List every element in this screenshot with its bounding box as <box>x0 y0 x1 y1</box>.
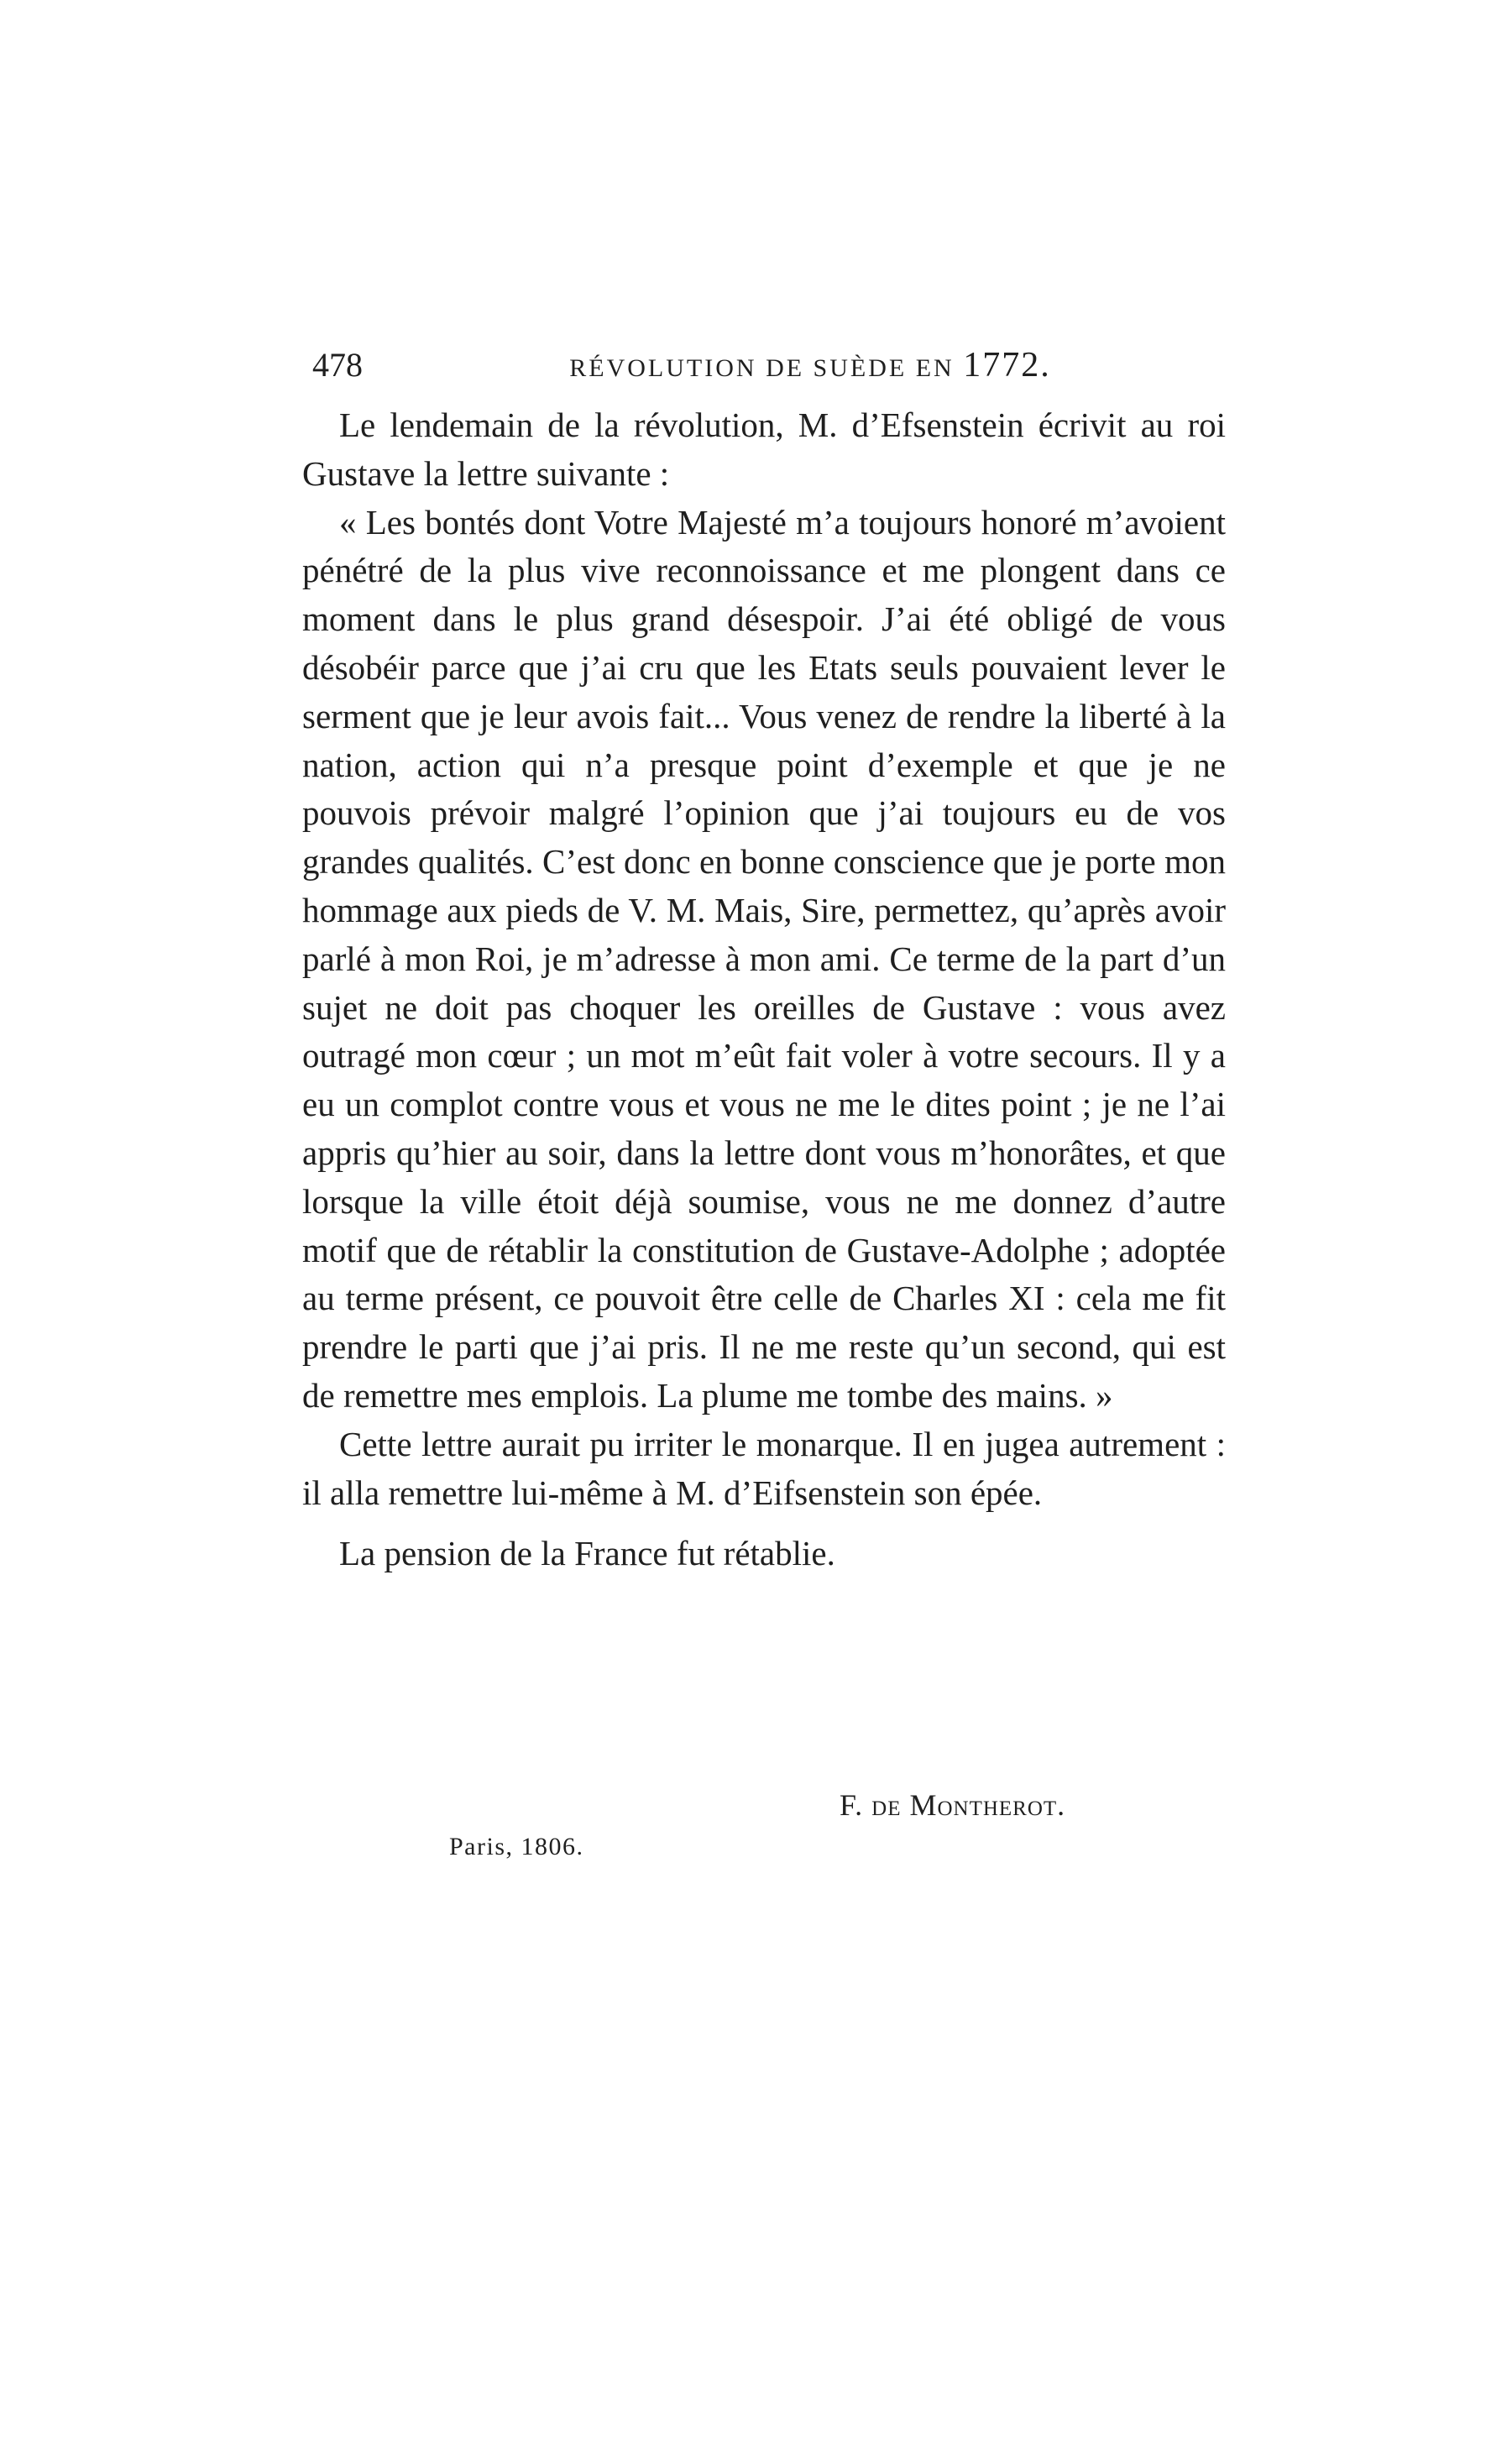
author-signature <box>840 1784 1065 1826</box>
signature-surname: Montherot. <box>909 1788 1066 1822</box>
running-head-title: RÉVOLUTION DE SUÈDE EN <box>569 354 955 382</box>
paragraph-intro: Le lendemain de la révolution, M. d’Efsenstein écrivit au roi Gustave la lettre suivante : <box>302 406 1226 493</box>
paragraph-reaction: Cette lettre aurait pu irriter le monarque. Il en jugea autrement : il alla remettre lui-même à M. d’Eifsenstein son épée. <box>302 1424 1226 1512</box>
page-number: 478 <box>312 346 363 384</box>
signature-initial: F. <box>840 1788 864 1822</box>
body-text <box>302 401 1226 1578</box>
page-header <box>312 340 1216 390</box>
paragraph-pension: La pension de la France fut rétablie. <box>339 1534 835 1573</box>
running-head <box>312 340 1216 394</box>
paragraph-letter: « Les bontés dont Votre Majesté m’a toujours honoré m’avoient pénétré de la plus vive reconnoissance et me plongent dans ce moment dans le plus grand désespoir. J’ai été obligé de vous désobéir parce que j’ai cru que les Etats seuls pouvaient lever le serment que je leur avois fait... Vous venez de rendre la liberté à la nation, action qui n’a presque point d’exemple et que je ne pouvois prévoir malgré l’opinion que j’ai toujours eu de vos grandes qualités. C’est donc en bonne conscience que je porte mon hommage aux pieds de V. M. Mais, Sire, permettez, qu’après avoir parlé à mon Roi, je m’adresse à mon ami. Ce terme de la part d’un sujet ne doit pas choquer les oreilles de Gustave : vous avez outragé mon cœur ; un mot m’eût fait voler à votre secours. Il y a eu un complot contre vous et vous ne me le dites point ; je ne l’ai appris qu’hier au soir, dans la lettre dont vous m’honorâtes, et que lorsque la ville étoit déjà soumise, vous ne me donnez d’autre motif que de rétablir la constitution de Gustave-Adolphe ; adoptée au terme présent, ce pouvoit être celle de Charles XI : cela me fit prendre le parti que j’ai pris. Il ne me reste qu’un second, qui est de remettre mes emplois. La plume me tombe des mains. » <box>302 502 1226 1415</box>
dateline: Paris, 1806. <box>449 1833 584 1860</box>
running-head-year: 1772. <box>963 346 1051 385</box>
signature-particle: de <box>871 1788 902 1822</box>
